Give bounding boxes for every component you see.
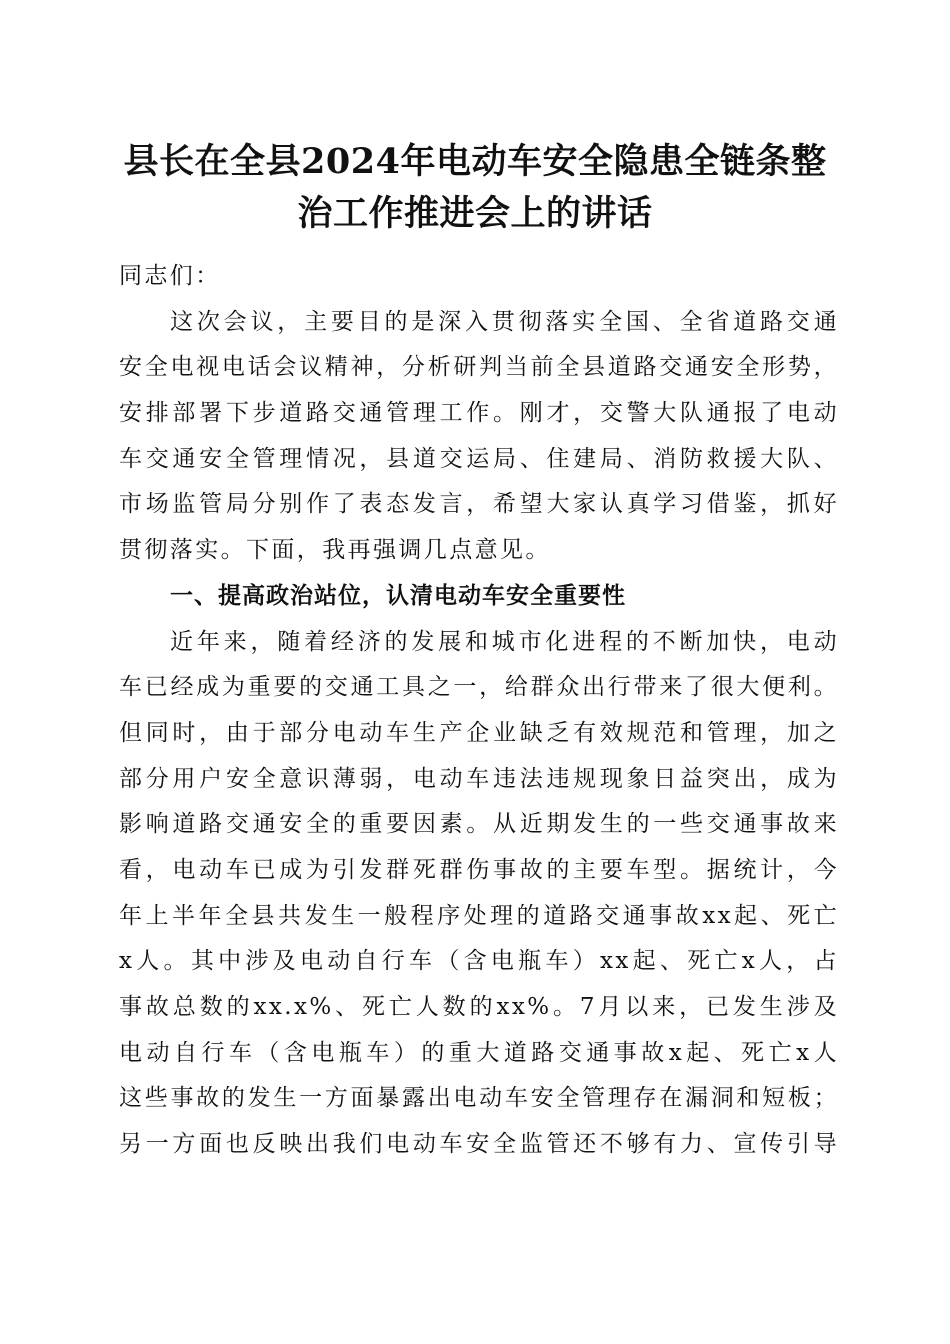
paragraph-1-line: 这次会议，主要目的是深入贯彻落实全国、全省道路交通 (170, 308, 839, 335)
title-line-1: 县长在全县2024年电动车安全隐患全链条整 (123, 141, 827, 182)
document-body (119, 254, 839, 1168)
salutation: 同志们： (119, 263, 221, 289)
paragraph-2-line: x人。其中涉及电动自行车（含电瓶车）xx起、死亡x人，占 (119, 948, 839, 975)
paragraph-2-line: 事故总数的xx.x%、死亡人数的xx%。7月以来，已发生涉及 (119, 994, 839, 1020)
paragraph-2-line: 电动自行车（含电瓶车）的重大道路交通事故x起、死亡x人 (119, 1039, 839, 1066)
document-title (95, 136, 855, 240)
paragraph-1-line: 安全电视电话会议精神，分析研判当前全县道路交通安全形势， (119, 354, 839, 381)
paragraph-2-line: 部分用户安全意识薄弱，电动车违法违规现象日益突出，成为 (119, 765, 839, 792)
paragraph-2-line: 另一方面也反映出我们电动车安全监管还不够有力、宣传引导 (119, 1131, 839, 1158)
paragraph-1-line: 贯彻落实。下面，我再强调几点意见。 (119, 537, 551, 564)
title-line-2: 治工作推进会上的讲话 (297, 193, 653, 234)
paragraph-2-line: 车已经成为重要的交通工具之一，给群众出行带来了很大便利。 (119, 674, 839, 701)
paragraph-2-line: 年上半年全县共发生一般程序处理的道路交通事故xx起、死亡 (119, 902, 839, 929)
paragraph-1-line: 安排部署下步道路交通管理工作。刚才，交警大队通报了电动 (119, 400, 839, 427)
paragraph-2-line: 但同时，由于部分电动车生产企业缺乏有效规范和管理，加之 (119, 719, 839, 746)
paragraph-2 (119, 620, 839, 1168)
paragraph-1 (119, 300, 839, 574)
section-1-heading: 一、提高政治站位，认清电动车安全重要性 (170, 582, 626, 609)
paragraph-2-line: 影响道路交通安全的重要因素。从近期发生的一些交通事故来 (119, 811, 839, 838)
paragraph-2-line: 看，电动车已成为引发群死群伤事故的主要车型。据统计，今 (119, 856, 839, 883)
paragraph-2-line: 近年来，随着经济的发展和城市化进程的不断加快，电动 (170, 628, 839, 655)
paragraph-1-line: 车交通安全管理情况，县道交运局、住建局、消防救援大队、 (119, 445, 839, 472)
paragraph-2-line: 这些事故的发生一方面暴露出电动车安全管理存在漏洞和短板； (119, 1085, 839, 1112)
paragraph-1-line: 市场监管局分别作了表态发言，希望大家认真学习借鉴，抓好 (119, 491, 839, 518)
